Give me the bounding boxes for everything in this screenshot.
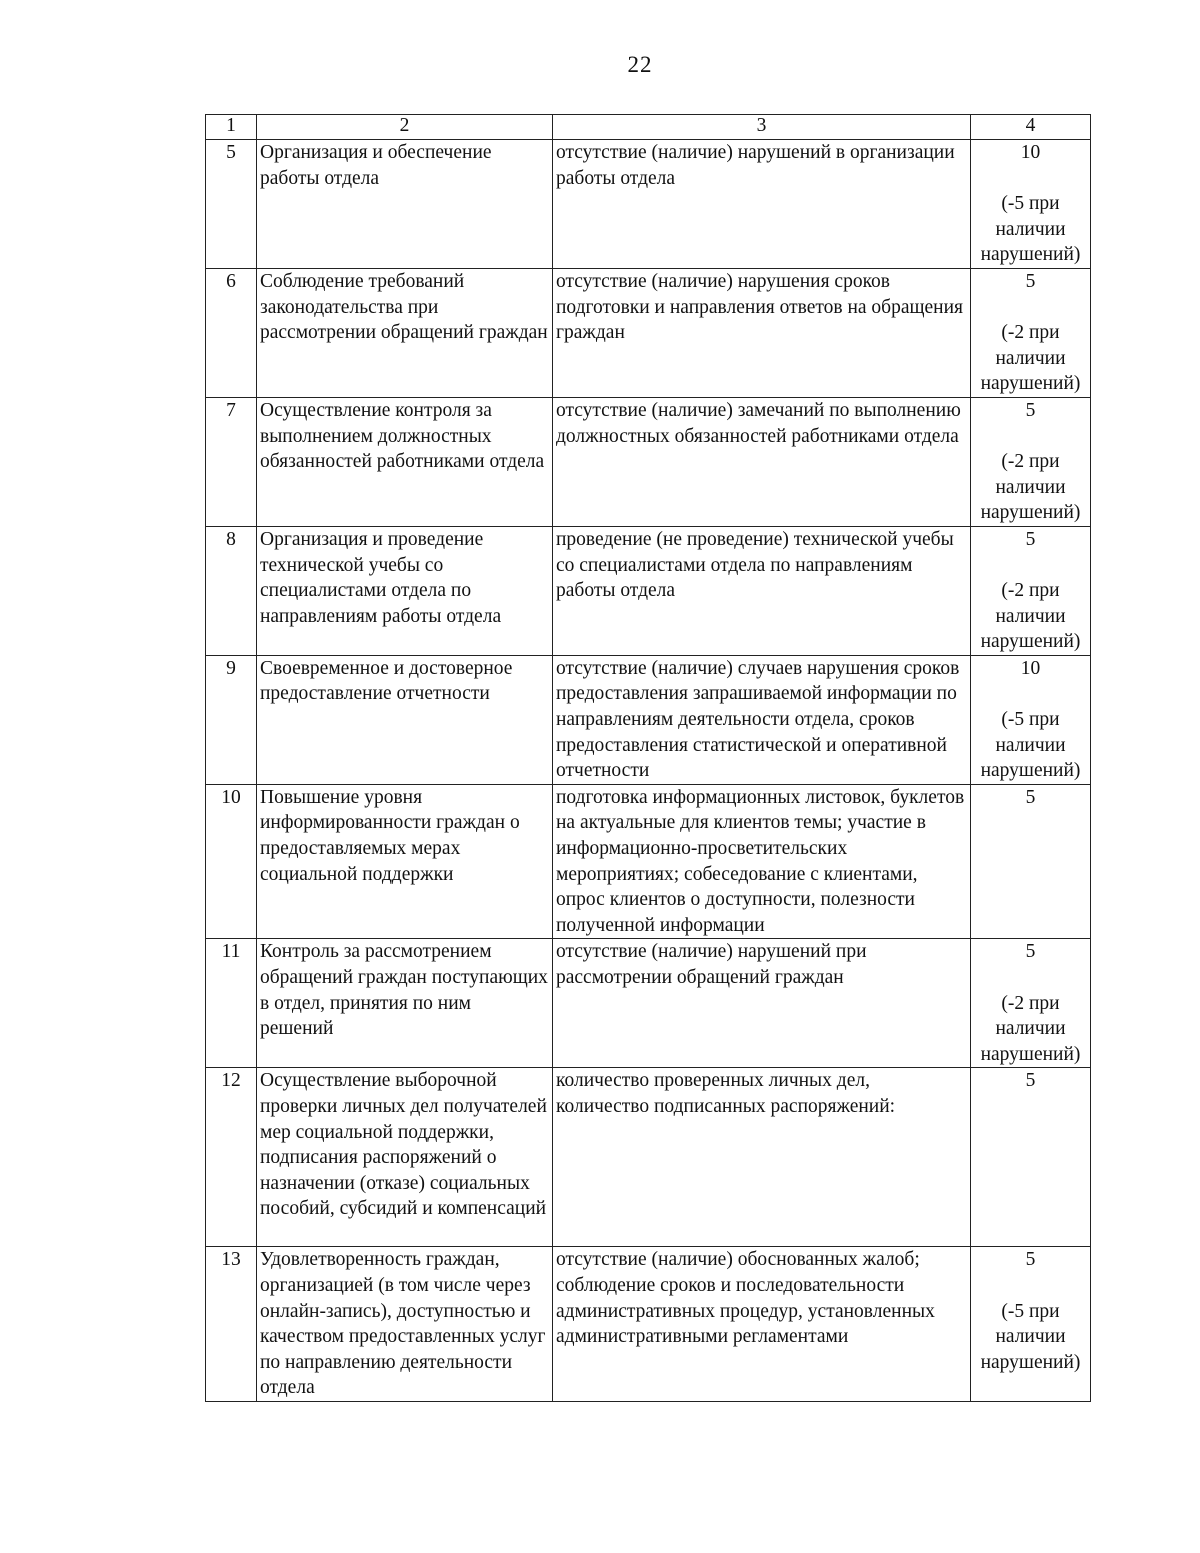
indicator-cell <box>257 655 553 784</box>
row-number: 9 <box>206 655 257 784</box>
row-number: 8 <box>206 526 257 655</box>
criterion-text: проведение (не проведение) технической учебы со специалистами отдела по направлениям работы отдела <box>556 528 954 602</box>
indicator-cell <box>257 939 553 1068</box>
criterion-text: отсутствие (наличие) случаев нарушения сроков предоставления запрашиваемой информации по направлениям деятельности отдела, сроков предоставления статистической и оперативной отчетности <box>556 657 960 782</box>
score-note: (-2 при наличии нарушений) <box>980 992 1081 1065</box>
criterion-text: отсутствие (наличие) нарушений при рассмотрении обращений граждан <box>556 941 867 988</box>
score-note: (-5 при наличии нарушений) <box>980 1300 1081 1373</box>
table-row <box>206 268 1091 397</box>
criterion-cell <box>553 526 971 655</box>
row-number: 11 <box>206 939 257 1068</box>
indicator-text: Удовлетворенность граждан, организацией (в том числе через онлайн-запись), доступностью и качеством предоставленных услуг по направлению деятельности отдела <box>260 1249 546 1399</box>
criterion-text: подготовка информационных листовок, буклетов на актуальные для клиентов темы; участие в информационно-просветительских мероприятиях; собеседование с клиентами, опрос клиентов о доступности, полезности полученной информации <box>556 786 965 936</box>
score-cell <box>971 655 1091 784</box>
row-number: 7 <box>206 397 257 526</box>
criterion-cell <box>553 1068 971 1247</box>
row-number: 5 <box>206 140 257 269</box>
criterion-text: отсутствие (наличие) обоснованных жалоб; соблюдение сроков и последовательности административных процедур, установленных административными регламентами <box>556 1249 935 1348</box>
table-row <box>206 1247 1091 1402</box>
indicator-text: Соблюдение требований законодательства при рассмотрении обращений граждан <box>260 270 548 344</box>
indicator-cell <box>257 268 553 397</box>
score-cell <box>971 526 1091 655</box>
criterion-text: отсутствие (наличие) нарушения сроков подготовки и направления ответов на обращения граждан <box>556 270 964 344</box>
row-number: 6 <box>206 268 257 397</box>
table-row <box>206 1068 1091 1247</box>
score-cell <box>971 268 1091 397</box>
indicator-cell <box>257 784 553 939</box>
score-note: (-2 при наличии нарушений) <box>980 451 1081 524</box>
criterion-cell <box>553 784 971 939</box>
column-header-1: 1 <box>206 115 257 140</box>
page-number: 22 <box>627 52 653 77</box>
criterion-text: отсутствие (наличие) замечаний по выполнению должностных обязанностей работниками отдела <box>556 399 961 447</box>
score-cell <box>971 140 1091 269</box>
indicator-text: Осуществление выборочной проверки личных дел получателей мер социальной поддержки, подписания распоряжений о назначении (отказе) социальных пособий, субсидий и компенсаций <box>260 1070 547 1220</box>
score-value: 5 <box>1025 1070 1036 1092</box>
row-number: 10 <box>206 784 257 939</box>
indicator-cell <box>257 1068 553 1247</box>
indicator-cell <box>257 526 553 655</box>
score-note: (-5 при наличии нарушений) <box>980 709 1081 782</box>
score-value: 5 <box>1025 1249 1036 1271</box>
table-row <box>206 939 1091 1068</box>
row-number: 13 <box>206 1247 257 1402</box>
table-row <box>206 397 1091 526</box>
column-header-2: 2 <box>257 115 553 140</box>
table-row <box>206 526 1091 655</box>
score-cell <box>971 397 1091 526</box>
indicator-text: Организация и проведение технической учебы со специалистами отдела по направлениям работы отдела <box>260 528 502 627</box>
indicator-text: Контроль за рассмотрением обращений граждан поступающих в отдел, принятия по ним решений <box>260 941 548 1040</box>
indicator-cell <box>257 1247 553 1402</box>
score-value: 5 <box>1025 399 1036 421</box>
score-value: 10 <box>1020 142 1041 163</box>
criteria-table <box>205 114 1091 1402</box>
table-row <box>206 655 1091 784</box>
score-cell <box>971 784 1091 939</box>
table-row <box>206 784 1091 939</box>
indicator-text: Организация и обеспечение работы отдела <box>260 142 492 189</box>
indicator-text: Своевременное и достоверное предоставление отчетности <box>260 657 513 705</box>
score-cell <box>971 939 1091 1068</box>
row-number: 12 <box>206 1068 257 1247</box>
score-note: (-5 при наличии нарушений) <box>980 193 1081 266</box>
table-row <box>206 140 1091 269</box>
score-value: 10 <box>1020 657 1041 679</box>
criterion-text: количество проверенных личных дел, количество подписанных распоряжений: <box>556 1070 896 1117</box>
indicator-text: Повышение уровня информированности граждан о предоставляемых мерах социальной поддержки <box>260 786 520 885</box>
indicator-cell <box>257 140 553 269</box>
criterion-text: отсутствие (наличие) нарушений в организации работы отдела <box>556 142 955 189</box>
score-value: 5 <box>1025 528 1036 550</box>
indicator-text: Осуществление контроля за выполнением должностных обязанностей работниками отдела <box>260 399 545 473</box>
score-note: (-2 при наличии нарушений) <box>980 580 1081 653</box>
score-value: 5 <box>1025 270 1036 292</box>
table-header-row <box>206 115 1091 140</box>
criterion-cell <box>553 397 971 526</box>
indicator-cell <box>257 397 553 526</box>
criterion-cell <box>553 655 971 784</box>
score-value: 5 <box>1025 786 1036 808</box>
score-cell <box>971 1247 1091 1402</box>
score-cell <box>971 1068 1091 1247</box>
column-header-3: 3 <box>553 115 971 140</box>
score-note: (-2 при наличии нарушений) <box>980 322 1081 395</box>
criterion-cell <box>553 268 971 397</box>
score-value: 5 <box>1025 941 1036 963</box>
criterion-cell <box>553 939 971 1068</box>
criterion-cell <box>553 140 971 269</box>
criterion-cell <box>553 1247 971 1402</box>
column-header-4: 4 <box>971 115 1091 140</box>
